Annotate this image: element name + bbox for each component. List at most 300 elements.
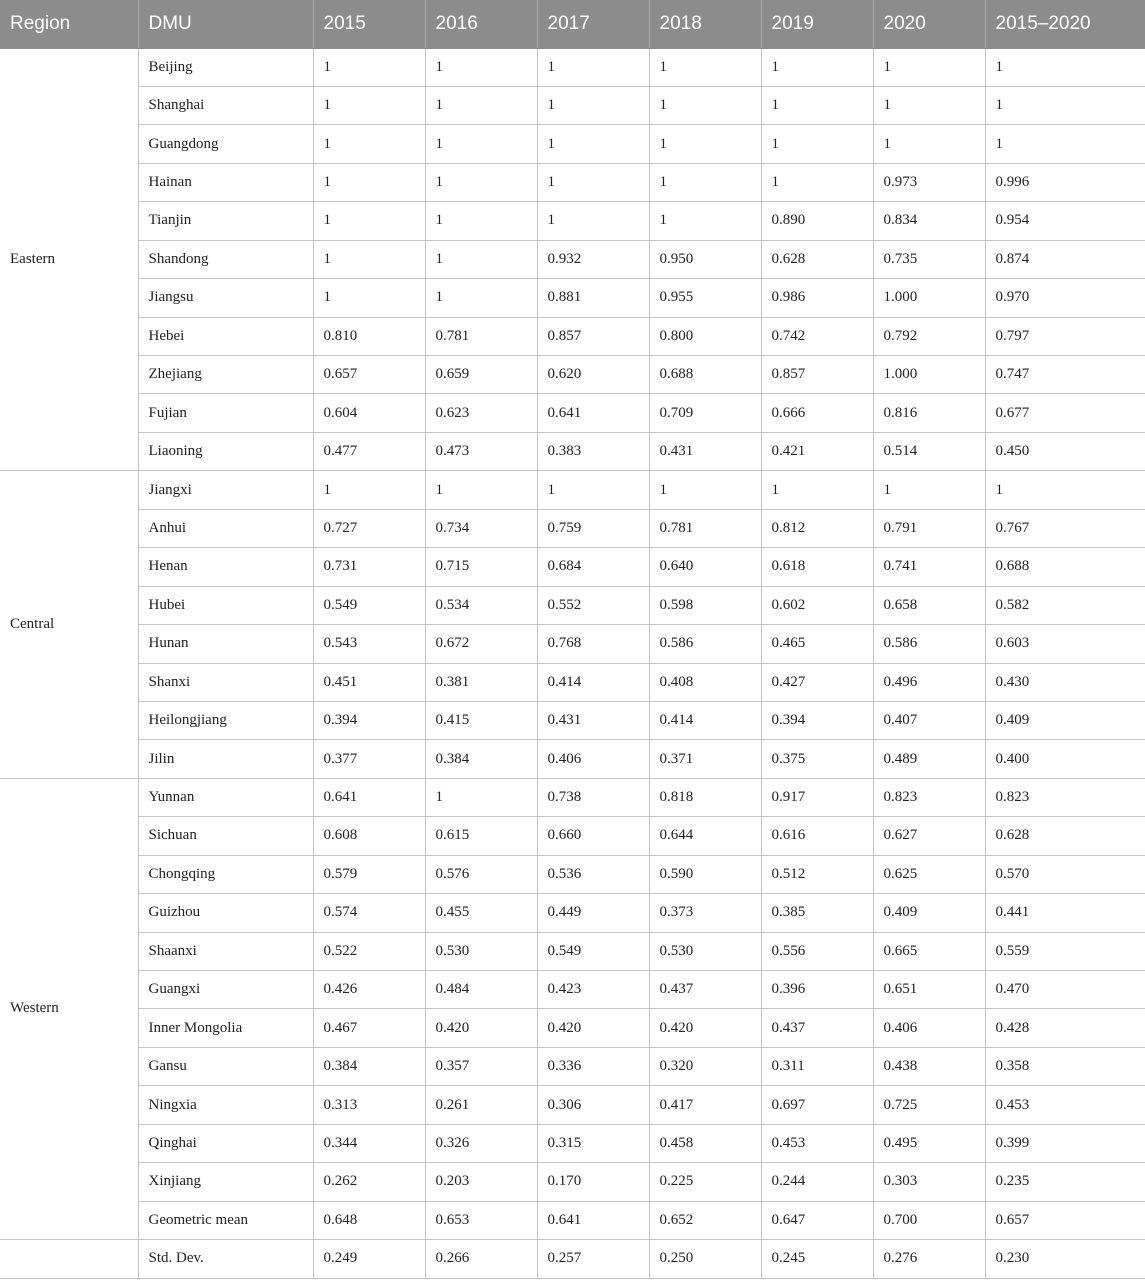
- column-header: 2020: [873, 0, 985, 48]
- value-cell: 1: [425, 279, 537, 317]
- value-cell: 0.489: [873, 740, 985, 778]
- value-cell: 0.857: [761, 356, 873, 394]
- value-cell: 0.549: [537, 932, 649, 970]
- column-header: DMU: [138, 0, 313, 48]
- value-cell: 0.590: [649, 855, 761, 893]
- value-cell: 1: [313, 240, 425, 278]
- value-cell: 0.658: [873, 586, 985, 624]
- value-cell: 1: [649, 163, 761, 201]
- value-cell: 1: [985, 86, 1145, 124]
- dmu-cell: Inner Mongolia: [138, 1009, 313, 1047]
- value-cell: 0.534: [425, 586, 537, 624]
- value-cell: 0.857: [537, 317, 649, 355]
- value-cell: 0.797: [985, 317, 1145, 355]
- table-row: [0, 163, 1145, 201]
- value-cell: 0.394: [313, 701, 425, 739]
- value-cell: 0.431: [649, 432, 761, 470]
- value-cell: 0.665: [873, 932, 985, 970]
- value-cell: 0.303: [873, 1163, 985, 1201]
- value-cell: 0.399: [985, 1124, 1145, 1162]
- value-cell: 0.890: [761, 202, 873, 240]
- value-cell: 1: [985, 125, 1145, 163]
- value-cell: 0.495: [873, 1124, 985, 1162]
- value-cell: 0.986: [761, 279, 873, 317]
- value-cell: 0.741: [873, 548, 985, 586]
- value-cell: 0.417: [649, 1086, 761, 1124]
- value-cell: 0.427: [761, 663, 873, 701]
- value-cell: 0.470: [985, 971, 1145, 1009]
- value-cell: 0.530: [425, 932, 537, 970]
- dmu-cell: Shanxi: [138, 663, 313, 701]
- value-cell: 0.725: [873, 1086, 985, 1124]
- dmu-cell: Chongqing: [138, 855, 313, 893]
- value-cell: 0.420: [649, 1009, 761, 1047]
- column-header: Region: [0, 0, 138, 48]
- table-row: [0, 356, 1145, 394]
- value-cell: 1: [761, 48, 873, 86]
- table-body: [0, 48, 1145, 1278]
- value-cell: 0.641: [537, 1201, 649, 1239]
- value-cell: 0.659: [425, 356, 537, 394]
- table-row: [0, 1201, 1145, 1239]
- dmu-cell: Tianjin: [138, 202, 313, 240]
- value-cell: 0.450: [985, 432, 1145, 470]
- value-cell: 0.603: [985, 625, 1145, 663]
- value-cell: 1: [313, 48, 425, 86]
- value-cell: 0.812: [761, 509, 873, 547]
- value-cell: 0.262: [313, 1163, 425, 1201]
- dmu-cell: Beijing: [138, 48, 313, 86]
- value-cell: 0.559: [985, 932, 1145, 970]
- table-row: [0, 1163, 1145, 1201]
- value-cell: 0.453: [761, 1124, 873, 1162]
- dmu-cell: Std. Dev.: [138, 1240, 313, 1278]
- value-cell: 0.235: [985, 1163, 1145, 1201]
- value-cell: 0.406: [537, 740, 649, 778]
- region-cell: Eastern: [0, 48, 138, 471]
- value-cell: 1: [873, 86, 985, 124]
- value-cell: 0.484: [425, 971, 537, 1009]
- value-cell: 0.954: [985, 202, 1145, 240]
- value-cell: 0.477: [313, 432, 425, 470]
- column-header: 2019: [761, 0, 873, 48]
- table-row: [0, 701, 1145, 739]
- value-cell: 0.677: [985, 394, 1145, 432]
- value-cell: 0.426: [313, 971, 425, 1009]
- value-cell: 0.625: [873, 855, 985, 893]
- value-cell: 0.709: [649, 394, 761, 432]
- value-cell: 0.700: [873, 1201, 985, 1239]
- value-cell: 0.249: [313, 1240, 425, 1278]
- value-cell: 1: [425, 240, 537, 278]
- value-cell: 0.400: [985, 740, 1145, 778]
- dmu-cell: Shandong: [138, 240, 313, 278]
- dmu-cell: Qinghai: [138, 1124, 313, 1162]
- value-cell: 0.582: [985, 586, 1145, 624]
- value-cell: 0.357: [425, 1047, 537, 1085]
- value-cell: 0.203: [425, 1163, 537, 1201]
- value-cell: 0.496: [873, 663, 985, 701]
- value-cell: 1: [761, 125, 873, 163]
- value-cell: 0.230: [985, 1240, 1145, 1278]
- value-cell: 0.615: [425, 817, 537, 855]
- dmu-cell: Shanghai: [138, 86, 313, 124]
- dmu-cell: Shaanxi: [138, 932, 313, 970]
- column-header: 2018: [649, 0, 761, 48]
- table-row: [0, 817, 1145, 855]
- value-cell: 0.381: [425, 663, 537, 701]
- value-cell: 1: [425, 163, 537, 201]
- value-cell: 0.261: [425, 1086, 537, 1124]
- dmu-cell: Gansu: [138, 1047, 313, 1085]
- value-cell: 0.818: [649, 778, 761, 816]
- value-cell: 0.530: [649, 932, 761, 970]
- value-cell: 1: [313, 471, 425, 509]
- value-cell: 0.657: [313, 356, 425, 394]
- dmu-cell: Hubei: [138, 586, 313, 624]
- value-cell: 0.320: [649, 1047, 761, 1085]
- value-cell: 0.552: [537, 586, 649, 624]
- value-cell: 1: [425, 125, 537, 163]
- dmu-cell: Liaoning: [138, 432, 313, 470]
- value-cell: 1: [873, 125, 985, 163]
- value-cell: 0.641: [313, 778, 425, 816]
- value-cell: 0.408: [649, 663, 761, 701]
- value-cell: 0.715: [425, 548, 537, 586]
- value-cell: 1: [425, 471, 537, 509]
- value-cell: 0.315: [537, 1124, 649, 1162]
- value-cell: 0.556: [761, 932, 873, 970]
- value-cell: 0.441: [985, 894, 1145, 932]
- value-cell: 0.245: [761, 1240, 873, 1278]
- dmu-cell: Fujian: [138, 394, 313, 432]
- value-cell: 0.881: [537, 279, 649, 317]
- value-cell: 0.970: [985, 279, 1145, 317]
- value-cell: 0.973: [873, 163, 985, 201]
- value-cell: 0.781: [425, 317, 537, 355]
- value-cell: 0.651: [873, 971, 985, 1009]
- table-row: [0, 740, 1145, 778]
- value-cell: 0.759: [537, 509, 649, 547]
- value-cell: 1: [649, 48, 761, 86]
- value-cell: 0.747: [985, 356, 1145, 394]
- value-cell: 0.647: [761, 1201, 873, 1239]
- value-cell: 1: [649, 86, 761, 124]
- value-cell: 0.383: [537, 432, 649, 470]
- value-cell: 0.409: [873, 894, 985, 932]
- value-cell: 0.458: [649, 1124, 761, 1162]
- value-cell: 0.375: [761, 740, 873, 778]
- value-cell: 1: [649, 202, 761, 240]
- table-row: [0, 663, 1145, 701]
- dmu-cell: Sichuan: [138, 817, 313, 855]
- value-cell: 1: [425, 48, 537, 86]
- value-cell: 0.473: [425, 432, 537, 470]
- value-cell: 0.406: [873, 1009, 985, 1047]
- dmu-cell: Geometric mean: [138, 1201, 313, 1239]
- dmu-cell: Jiangxi: [138, 471, 313, 509]
- value-cell: 0.616: [761, 817, 873, 855]
- value-cell: 0.344: [313, 1124, 425, 1162]
- value-cell: 0.449: [537, 894, 649, 932]
- value-cell: 0.244: [761, 1163, 873, 1201]
- value-cell: 1: [425, 778, 537, 816]
- value-cell: 0.917: [761, 778, 873, 816]
- table-header: [0, 0, 1145, 48]
- value-cell: 0.932: [537, 240, 649, 278]
- value-cell: 0.823: [985, 778, 1145, 816]
- table-row: [0, 317, 1145, 355]
- table-row: [0, 1240, 1145, 1278]
- value-cell: 0.660: [537, 817, 649, 855]
- dmu-cell: Zhejiang: [138, 356, 313, 394]
- value-cell: 0.666: [761, 394, 873, 432]
- value-cell: 0.437: [649, 971, 761, 1009]
- value-cell: 1: [761, 471, 873, 509]
- value-cell: 0.620: [537, 356, 649, 394]
- table-row: [0, 509, 1145, 547]
- value-cell: 1: [537, 86, 649, 124]
- value-cell: 0.742: [761, 317, 873, 355]
- value-cell: 1: [425, 86, 537, 124]
- table-row: [0, 279, 1145, 317]
- dmu-cell: Hainan: [138, 163, 313, 201]
- value-cell: 0.415: [425, 701, 537, 739]
- table-row: [0, 1047, 1145, 1085]
- value-cell: 0.602: [761, 586, 873, 624]
- value-cell: 0.576: [425, 855, 537, 893]
- value-cell: 0.641: [537, 394, 649, 432]
- dmu-cell: Jilin: [138, 740, 313, 778]
- value-cell: 0.781: [649, 509, 761, 547]
- value-cell: 0.874: [985, 240, 1145, 278]
- value-cell: 0.731: [313, 548, 425, 586]
- column-header: 2017: [537, 0, 649, 48]
- value-cell: 0.768: [537, 625, 649, 663]
- value-cell: 0.451: [313, 663, 425, 701]
- value-cell: 0.644: [649, 817, 761, 855]
- table-row: [0, 625, 1145, 663]
- value-cell: 0.431: [537, 701, 649, 739]
- value-cell: 0.407: [873, 701, 985, 739]
- value-cell: 1: [537, 202, 649, 240]
- table-row: [0, 240, 1145, 278]
- table-row: [0, 932, 1145, 970]
- value-cell: 1: [313, 279, 425, 317]
- value-cell: 0.455: [425, 894, 537, 932]
- value-cell: 0.608: [313, 817, 425, 855]
- header-row: [0, 0, 1145, 48]
- value-cell: 0.409: [985, 701, 1145, 739]
- value-cell: 0.652: [649, 1201, 761, 1239]
- table-row: [0, 1086, 1145, 1124]
- value-cell: 0.373: [649, 894, 761, 932]
- value-cell: 0.437: [761, 1009, 873, 1047]
- value-cell: 0.306: [537, 1086, 649, 1124]
- value-cell: 0.627: [873, 817, 985, 855]
- value-cell: 0.257: [537, 1240, 649, 1278]
- value-cell: 0.810: [313, 317, 425, 355]
- value-cell: 0.640: [649, 548, 761, 586]
- value-cell: 1: [761, 86, 873, 124]
- value-cell: 0.384: [425, 740, 537, 778]
- table-row: [0, 548, 1145, 586]
- region-cell: Western: [0, 778, 138, 1239]
- value-cell: 1: [761, 163, 873, 201]
- value-cell: 0.170: [537, 1163, 649, 1201]
- table-row: [0, 894, 1145, 932]
- table-row: [0, 971, 1145, 1009]
- dmu-cell: Xinjiang: [138, 1163, 313, 1201]
- value-cell: 1: [425, 202, 537, 240]
- table-row: [0, 394, 1145, 432]
- value-cell: 0.791: [873, 509, 985, 547]
- table-row: [0, 1009, 1145, 1047]
- value-cell: 0.465: [761, 625, 873, 663]
- value-cell: 0.438: [873, 1047, 985, 1085]
- value-cell: 0.225: [649, 1163, 761, 1201]
- value-cell: 0.574: [313, 894, 425, 932]
- dmu-cell: Henan: [138, 548, 313, 586]
- dmu-cell: Yunnan: [138, 778, 313, 816]
- dmu-cell: Guizhou: [138, 894, 313, 932]
- table-row: [0, 125, 1145, 163]
- value-cell: 0.420: [425, 1009, 537, 1047]
- value-cell: 0.377: [313, 740, 425, 778]
- value-cell: 0.604: [313, 394, 425, 432]
- value-cell: 0.792: [873, 317, 985, 355]
- value-cell: 0.579: [313, 855, 425, 893]
- value-cell: 0.688: [985, 548, 1145, 586]
- value-cell: 1: [649, 471, 761, 509]
- value-cell: 0.385: [761, 894, 873, 932]
- value-cell: 0.657: [985, 1201, 1145, 1239]
- value-cell: 0.336: [537, 1047, 649, 1085]
- value-cell: 0.549: [313, 586, 425, 624]
- value-cell: 1: [537, 48, 649, 86]
- region-cell: [0, 1240, 138, 1278]
- value-cell: 0.955: [649, 279, 761, 317]
- value-cell: 0.311: [761, 1047, 873, 1085]
- value-cell: 1: [873, 48, 985, 86]
- column-header: 2015–2020: [985, 0, 1145, 48]
- value-cell: 0.738: [537, 778, 649, 816]
- value-cell: 0.672: [425, 625, 537, 663]
- value-cell: 0.313: [313, 1086, 425, 1124]
- value-cell: 0.684: [537, 548, 649, 586]
- table-row: [0, 202, 1145, 240]
- value-cell: 0.816: [873, 394, 985, 432]
- value-cell: 0.423: [537, 971, 649, 1009]
- value-cell: 1: [537, 471, 649, 509]
- value-cell: 1: [313, 202, 425, 240]
- value-cell: 1: [313, 86, 425, 124]
- value-cell: 0.421: [761, 432, 873, 470]
- value-cell: 0.767: [985, 509, 1145, 547]
- value-cell: 0.250: [649, 1240, 761, 1278]
- value-cell: 0.414: [537, 663, 649, 701]
- value-cell: 0.735: [873, 240, 985, 278]
- value-cell: 1: [985, 471, 1145, 509]
- value-cell: 1: [985, 48, 1145, 86]
- column-header: 2015: [313, 0, 425, 48]
- value-cell: 0.543: [313, 625, 425, 663]
- dmu-cell: Guangxi: [138, 971, 313, 1009]
- value-cell: 0.371: [649, 740, 761, 778]
- table-row: [0, 471, 1145, 509]
- value-cell: 1: [313, 125, 425, 163]
- value-cell: 0.653: [425, 1201, 537, 1239]
- dmu-cell: Guangdong: [138, 125, 313, 163]
- dmu-cell: Heilongjiang: [138, 701, 313, 739]
- value-cell: 0.453: [985, 1086, 1145, 1124]
- value-cell: 0.834: [873, 202, 985, 240]
- value-cell: 0.697: [761, 1086, 873, 1124]
- region-cell: Central: [0, 471, 138, 779]
- table-row: [0, 586, 1145, 624]
- value-cell: 0.514: [873, 432, 985, 470]
- value-cell: 0.394: [761, 701, 873, 739]
- value-cell: 1: [649, 125, 761, 163]
- table-row: [0, 86, 1145, 124]
- value-cell: 1: [873, 471, 985, 509]
- value-cell: 0.522: [313, 932, 425, 970]
- value-cell: 0.326: [425, 1124, 537, 1162]
- value-cell: 0.570: [985, 855, 1145, 893]
- table-row: [0, 432, 1145, 470]
- value-cell: 1: [537, 125, 649, 163]
- value-cell: 0.396: [761, 971, 873, 1009]
- dmu-cell: Hunan: [138, 625, 313, 663]
- value-cell: 0.384: [313, 1047, 425, 1085]
- value-cell: 0.414: [649, 701, 761, 739]
- dmu-cell: Hebei: [138, 317, 313, 355]
- value-cell: 1.000: [873, 356, 985, 394]
- table-row: [0, 778, 1145, 816]
- value-cell: 0.428: [985, 1009, 1145, 1047]
- value-cell: 1.000: [873, 279, 985, 317]
- value-cell: 0.586: [873, 625, 985, 663]
- value-cell: 0.420: [537, 1009, 649, 1047]
- dmu-cell: Anhui: [138, 509, 313, 547]
- value-cell: 0.586: [649, 625, 761, 663]
- column-header: 2016: [425, 0, 537, 48]
- value-cell: 1: [313, 163, 425, 201]
- value-cell: 0.536: [537, 855, 649, 893]
- value-cell: 0.628: [985, 817, 1145, 855]
- table-row: [0, 1124, 1145, 1162]
- value-cell: 1: [537, 163, 649, 201]
- value-cell: 0.628: [761, 240, 873, 278]
- value-cell: 0.276: [873, 1240, 985, 1278]
- value-cell: 0.618: [761, 548, 873, 586]
- dmu-cell: Jiangsu: [138, 279, 313, 317]
- dmu-cell: Ningxia: [138, 1086, 313, 1124]
- value-cell: 0.512: [761, 855, 873, 893]
- value-cell: 0.996: [985, 163, 1145, 201]
- value-cell: 0.734: [425, 509, 537, 547]
- value-cell: 0.430: [985, 663, 1145, 701]
- value-cell: 0.688: [649, 356, 761, 394]
- value-cell: 0.598: [649, 586, 761, 624]
- value-cell: 0.823: [873, 778, 985, 816]
- value-cell: 0.266: [425, 1240, 537, 1278]
- value-cell: 0.358: [985, 1047, 1145, 1085]
- table-row: [0, 48, 1145, 86]
- value-cell: 0.648: [313, 1201, 425, 1239]
- value-cell: 0.467: [313, 1009, 425, 1047]
- value-cell: 0.950: [649, 240, 761, 278]
